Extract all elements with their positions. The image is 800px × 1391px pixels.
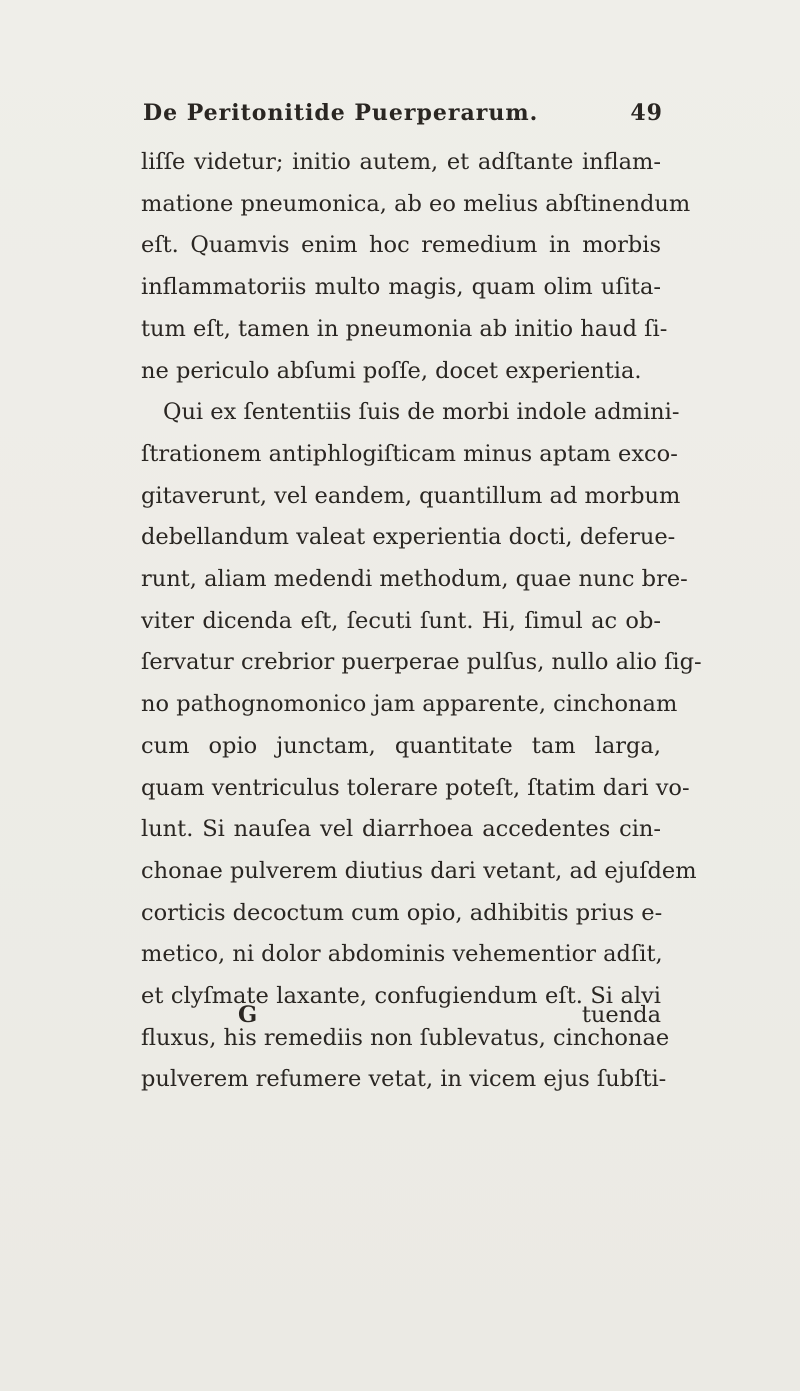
signature-mark: G	[238, 1002, 258, 1028]
text-line: tum eſt, tamen in pneumonia ab initio haud ſi-	[141, 315, 668, 342]
text-line: metico, ni dolor abdominis vehementior adſit,	[141, 941, 663, 968]
text-line: gitaverunt, vel eandem, quantillum ad morbum	[141, 482, 681, 509]
text-line: ſervatur crebrior puerperae pulſus, nullo alio ſig-	[141, 649, 702, 676]
catchword: tuenda	[581, 1002, 661, 1028]
text-line: et clyſmate laxante, confugiendum eſt. Si alvi	[141, 983, 661, 1010]
text-line: no pathognomonico jam apparente, cinchonam	[141, 691, 678, 718]
text-line: liſſe videtur; initio autem, et adſtante inflam-	[141, 149, 661, 175]
text-line: chonae pulverem diutius dari vetant, ad ejuſdem	[141, 857, 697, 884]
text-line: viter dicenda eſt, ſecuti ſunt. Hi, ſimul ac ob-	[141, 607, 661, 634]
body-text	[141, 142, 702, 1101]
text-line: matione pneumonica, ab eo melius abſtinendum	[141, 190, 691, 217]
text-line: eſt. Quamvis enim hoc remedium in morbis	[141, 232, 661, 259]
text-line: lunt. Si nauſea vel diarrhoea accedentes cin-	[141, 816, 661, 843]
running-header	[143, 100, 663, 126]
text-line: debellandum valeat experientia docti, deferue-	[141, 524, 676, 551]
text-line: inflammatoriis multo magis, quam olim uſita-	[141, 274, 661, 301]
page-number: 49	[630, 100, 663, 126]
text-line: fluxus, his remediis non ſublevatus, cinchonae	[141, 1024, 670, 1051]
text-line: quam ventriculus tolerare poteſt, ſtatim dari vo-	[141, 774, 690, 801]
text-line: pulverem refumere vetat, in vicem ejus ſubſti-	[141, 1066, 667, 1093]
text-line: runt, aliam medendi methodum, quae nunc bre-	[141, 566, 688, 593]
text-line: ſtrationem antiphlogiſticam minus aptam exco-	[141, 440, 678, 467]
text-line: cum opio junctam, quantitate tam larga,	[141, 732, 661, 759]
text-line: ne periculo abſumi poſſe, docet experientia.	[141, 357, 642, 384]
text-line: Qui ex ſententiis ſuis de morbi indole admini-	[163, 399, 680, 426]
text-line: corticis decoctum cum opio, adhibitis prius e-	[141, 899, 663, 926]
running-title: De Peritonitide Puerperarum.	[143, 100, 539, 126]
